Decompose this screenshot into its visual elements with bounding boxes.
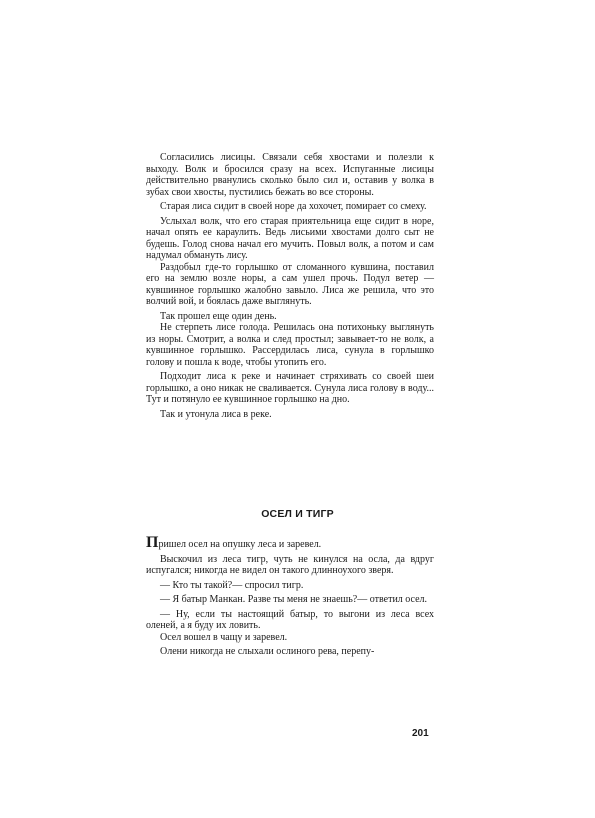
paragraph: Так прошел еще один день. — [160, 310, 277, 322]
paragraph: Так и утонула лиса в реке. — [160, 408, 272, 420]
paragraph: Осел вошел в чащу и заревел. — [160, 631, 288, 643]
first-paragraph-text: ришел осел на опушку леса и заревел. — [158, 539, 322, 550]
paragraph: Выскочил из леса тигр, чуть не кинулся на осла, да вдруг испугался; никогда не видел он такого длинноухого зверя. — [146, 553, 434, 576]
paragraph: Старая лиса сидит в своей норе да хохочет, помирает со смеху. — [160, 201, 427, 212]
paragraph: Олени никогда не слыхали ослиного рева, перепу- — [160, 646, 375, 657]
story-title: ОСЕЛ И ТИГР — [261, 508, 334, 520]
paragraph: Услыхал волк, что его старая приятельница еще сидит в норе, начал опять ее караулить. Ведь лисьими хвостами долго сыт не будешь. Голод снова начал его мучить. Повыл волк, а потом и сам надумал обмануть лису. — [146, 215, 434, 261]
drop-cap: П — [146, 534, 159, 551]
paragraph: Раздобыл где-то горлышко от сломанного кувшина, поставил его на землю возле норы, а сам ушел прочь. Подул ветер — кувшинное горлышко жалобно завыло. Лиса же решила, что это волчий вой, и боялась даже выглянуть. — [146, 261, 434, 307]
paragraph: Согласились лисицы. Связали себя хвостами и полезли к выходу. Волк и бросился сразу на всех. Испуганные лисицы действительно рванулись сколько было сил и, оставив у волка в зубах свои хвосты, пустились бежать во все стороны. — [146, 152, 434, 198]
paragraph: — Ну, если ты настоящий батыр, то выгони из леса всех оленей, а я буду их ловить. — [146, 608, 434, 631]
first-paragraph — [146, 534, 434, 551]
paragraph: — Я батыр Манкан. Разве ты меня не знаешь?— ответил осел. — [160, 594, 428, 605]
paragraph: Подходит лиса к реке и начинает стряхивать со своей шеи горлышко, а оно никак не сваливается. Сунула лиса голову в воду... Тут и потянуло ее кувшинное горлышко на дно. — [146, 371, 434, 405]
story-text — [146, 534, 434, 658]
page-number: 201 — [412, 728, 429, 739]
story-ending-text — [146, 152, 434, 420]
paragraph: Не стерпеть лисе голода. Решилась она потихоньку выглянуть из норы. Смотрит, а волка и след простыл; завывает-то не волк, а кувшинное горлышко. Рассердилась лиса, сунула в горлышко голову и пошла к воде, чтобы утопить его. — [146, 322, 434, 368]
paragraph: — Кто ты такой?— спросил тигр. — [160, 579, 304, 591]
